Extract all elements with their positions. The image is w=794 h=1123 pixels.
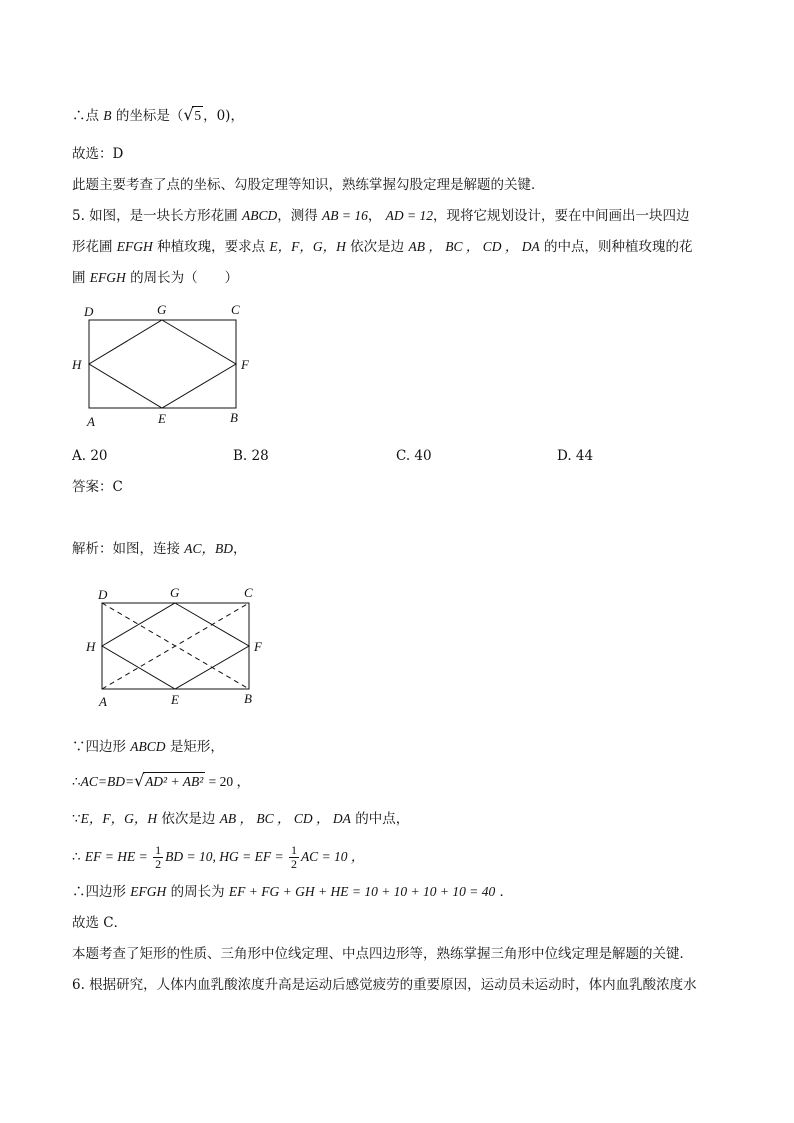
label-A: A [87, 414, 95, 429]
var: EFGH [89, 270, 126, 285]
label-D: D [98, 587, 108, 602]
figure-rectangle-diagonals [82, 582, 272, 712]
line-summary-1: 此题主要考查了点的坐标、勾股定理等知识，熟练掌握勾股定理是解题的关键． [72, 177, 545, 193]
text: 的周长为（ ） [125, 270, 239, 286]
var: AB = 16 [322, 208, 368, 223]
var: EFGH [116, 239, 153, 254]
text: 5. 如图，是一块长方形花圃 [72, 208, 242, 224]
step-rectangle [72, 737, 224, 757]
text: 是矩形， [165, 739, 224, 755]
question-6-line-1: 6. 根据研究，人体内血乳酸浓度升高是运动后感觉疲劳的重要原因，运动员未运动时，体内血乳酸浓度水 [72, 977, 697, 993]
text: 解析：如图，连接 [72, 541, 185, 557]
option-D: D. 44 [557, 448, 594, 464]
var: AD = 12 [385, 208, 434, 223]
figure-rectangle-rhombus [70, 298, 260, 430]
step-midline-lengths [72, 843, 364, 871]
label-F: F [254, 639, 262, 654]
radicand: AD² + AB² [145, 774, 204, 789]
analysis-intro [72, 539, 247, 559]
label-A: A [99, 694, 107, 709]
option-C: C. 40 [396, 448, 432, 464]
numerator: 1 [155, 843, 162, 857]
text: ∵ [72, 811, 81, 827]
label-G: G [157, 302, 167, 317]
text: ∴ [72, 774, 81, 790]
step-midpoints [72, 809, 409, 829]
answer-line: 答案：C [72, 479, 123, 495]
text: ， [233, 541, 247, 557]
option-A: A. 20 [72, 448, 108, 464]
var: AB ， BC ， CD ， DA [219, 811, 351, 826]
label-E: E [171, 692, 179, 707]
text: 圃 [72, 270, 90, 286]
denominator: 2 [290, 857, 297, 871]
text: 的周长为 [166, 884, 229, 900]
text: = 20 ， [205, 774, 251, 789]
option-B: B. 28 [233, 448, 269, 464]
text: ∴点 [72, 108, 104, 124]
text: ∴四边形 [72, 884, 131, 900]
var: AC = 10 ， [300, 849, 365, 864]
var: BD = 10, HG = EF = [165, 849, 287, 864]
var: ABCD [130, 739, 166, 754]
var: E，F，G，H [80, 811, 158, 826]
numerator: 1 [290, 843, 297, 857]
text: 的中点，则种植玫瑰的花 [539, 239, 693, 255]
fraction-half [289, 844, 299, 871]
text: ，现将它规划设计，要在中间画出一块四边 [433, 208, 690, 224]
text: 依次是边 [157, 811, 220, 827]
radicand: 5 [194, 108, 202, 123]
equation: EF + FG + GH + HE = 10 + 10 + 10 + 10 = 40 [228, 884, 496, 899]
label-B: B [230, 410, 238, 425]
label-G: G [170, 585, 180, 600]
choice-C: 故选 C． [72, 915, 128, 931]
text: 种植玫瑰，要求点 [152, 239, 270, 255]
label-C: C [244, 585, 253, 600]
label-H: H [72, 357, 82, 372]
text: 的坐标是（ [111, 108, 184, 124]
label-D: D [84, 304, 94, 319]
label-C: C [231, 302, 240, 317]
label-B: B [244, 691, 252, 706]
text: 依次是边 [345, 239, 409, 255]
var: EFGH [130, 884, 167, 899]
text: 形花圃 [72, 239, 117, 255]
var-B: B [103, 108, 112, 123]
var: AC，BD [184, 541, 234, 556]
sqrt-expression: √ AD² + AB² [134, 771, 204, 790]
step-perimeter [72, 882, 513, 902]
text: 的中点， [350, 811, 410, 827]
var: E，F，G，H [269, 239, 346, 254]
sqrt-5: √ 5 [183, 105, 202, 124]
var: AB ， BC ， CD ， DA [408, 239, 540, 254]
text: ，测得 [277, 208, 323, 224]
var: ABCD [241, 208, 278, 223]
question-5-line-2 [72, 237, 693, 257]
text: ． [495, 884, 514, 900]
fraction-half [153, 844, 163, 871]
label-F: F [241, 357, 249, 372]
line-summary-2: 本题考查了矩形的性质、三角形中位线定理、中点四边形等，熟练掌握三角形中位线定理是解题的关键． [72, 946, 693, 962]
rect-ABCD [89, 320, 236, 408]
step-diagonal-length [72, 772, 250, 792]
text: ∵四边形 [72, 739, 131, 755]
question-5-line-1 [72, 206, 690, 226]
text: ∴ [72, 849, 85, 865]
text: ，0)， [203, 108, 244, 124]
text: ， [367, 208, 386, 224]
question-5-line-3 [72, 268, 238, 288]
label-H: H [86, 639, 96, 654]
line-choice-D: 故选：D [72, 146, 124, 162]
var: EF = HE = [84, 849, 152, 864]
rhombus-EFGH [89, 320, 236, 408]
var: AC=BD= [80, 774, 135, 789]
label-E: E [158, 411, 166, 426]
line-coordinate-B [72, 106, 244, 126]
denominator: 2 [155, 857, 162, 871]
